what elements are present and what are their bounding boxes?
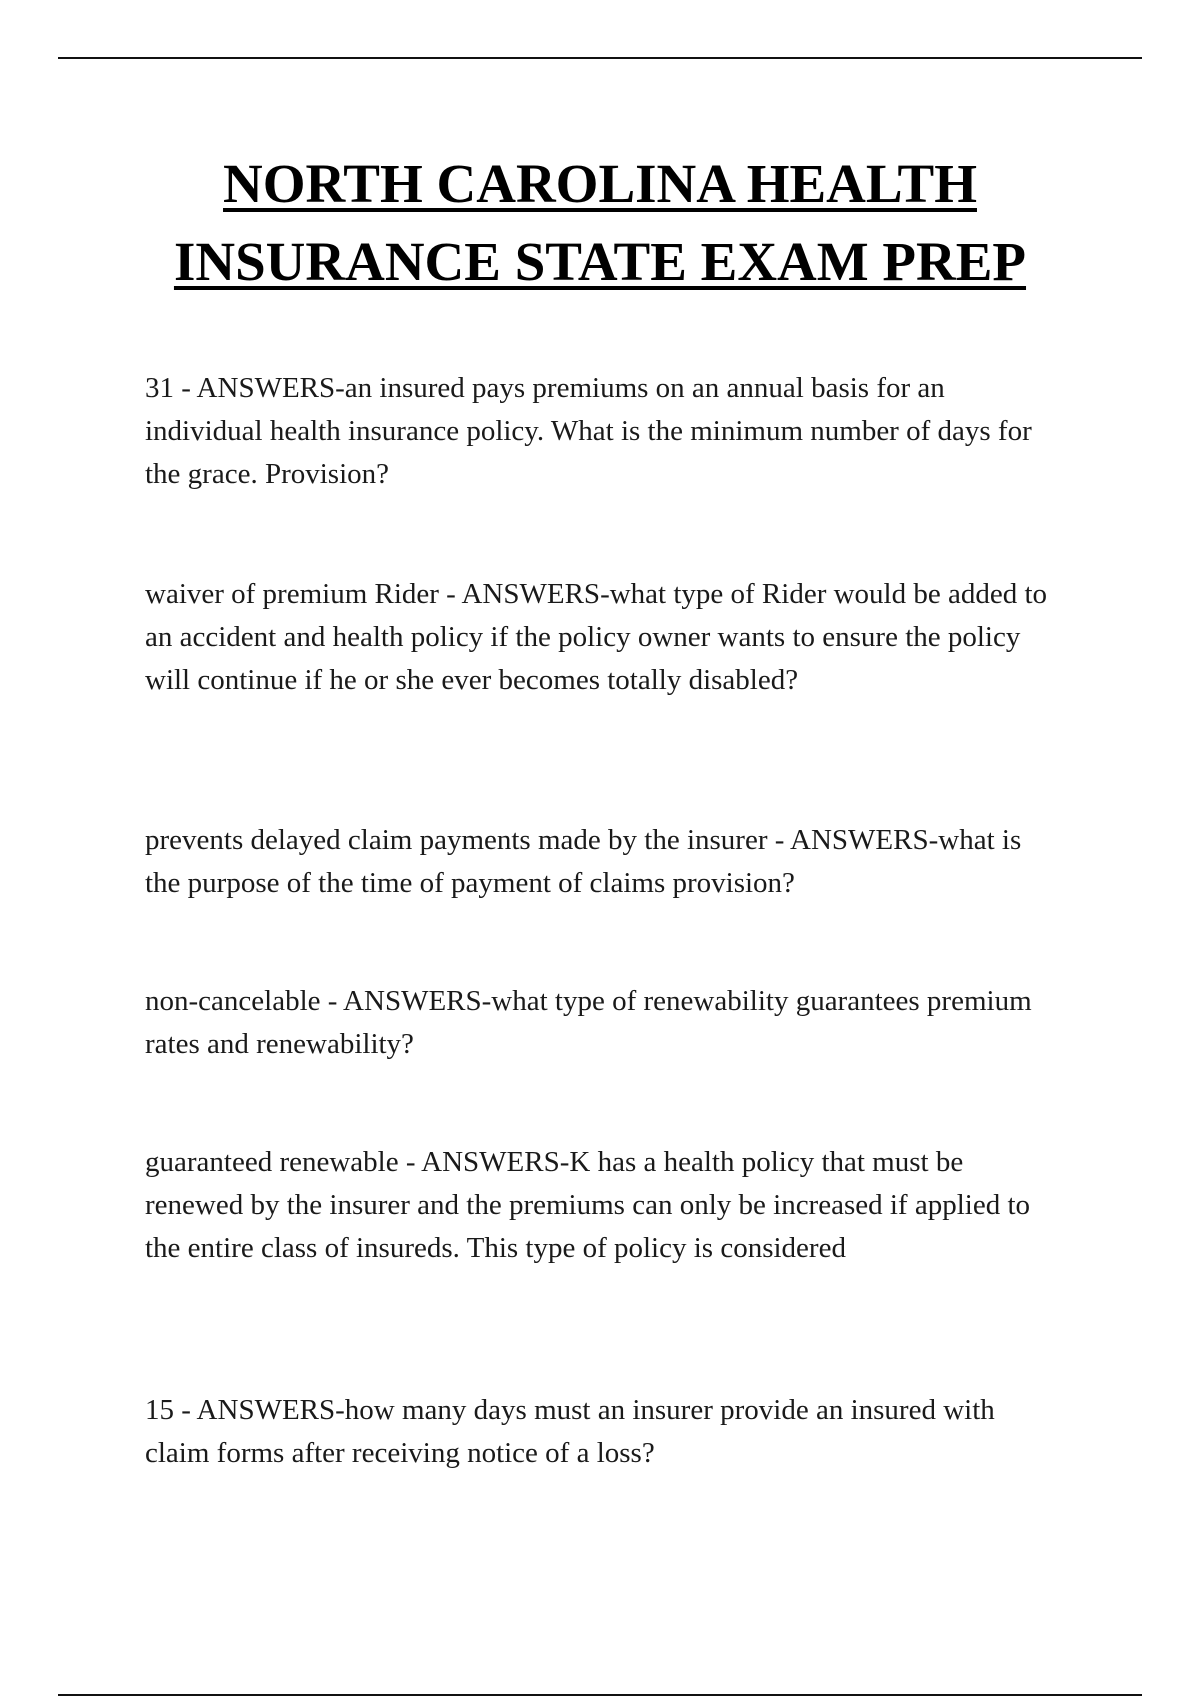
qa-entry-5: guaranteed renewable - ANSWERS-K has a health policy that must be renewed by the insurer and the premiums can only be increased if applied to the entire class of insureds. This type of policy is considered bbox=[145, 1146, 1030, 1264]
qa-entry-1: 31 - ANSWERS-an insured pays premiums on an annual basis for an individual health insurance policy. What is the minimum number of days for the grace. Provision? bbox=[145, 372, 1032, 490]
bottom-rule bbox=[58, 1694, 1142, 1696]
qa-entry-4: non-cancelable - ANSWERS-what type of renewability guarantees premium rates and renewability? bbox=[145, 985, 1032, 1060]
document-title bbox=[100, 145, 1100, 301]
top-rule bbox=[58, 57, 1142, 59]
title-line-2: INSURANCE STATE EXAM PREP bbox=[173, 231, 1027, 292]
title-line-1: NORTH CAROLINA HEALTH bbox=[223, 153, 977, 214]
qa-entry-2: waiver of premium Rider - ANSWERS-what type of Rider would be added to an accident and health policy if the policy owner wants to ensure the policy will continue if he or she ever becomes totally disabled? bbox=[145, 578, 1048, 696]
qa-entry-3: prevents delayed claim payments made by the insurer - ANSWERS-what is the purpose of the time of payment of claims provision? bbox=[145, 824, 1022, 899]
qa-entry-6: 15 - ANSWERS-how many days must an insurer provide an insured with claim forms after receiving notice of a loss? bbox=[145, 1394, 995, 1469]
